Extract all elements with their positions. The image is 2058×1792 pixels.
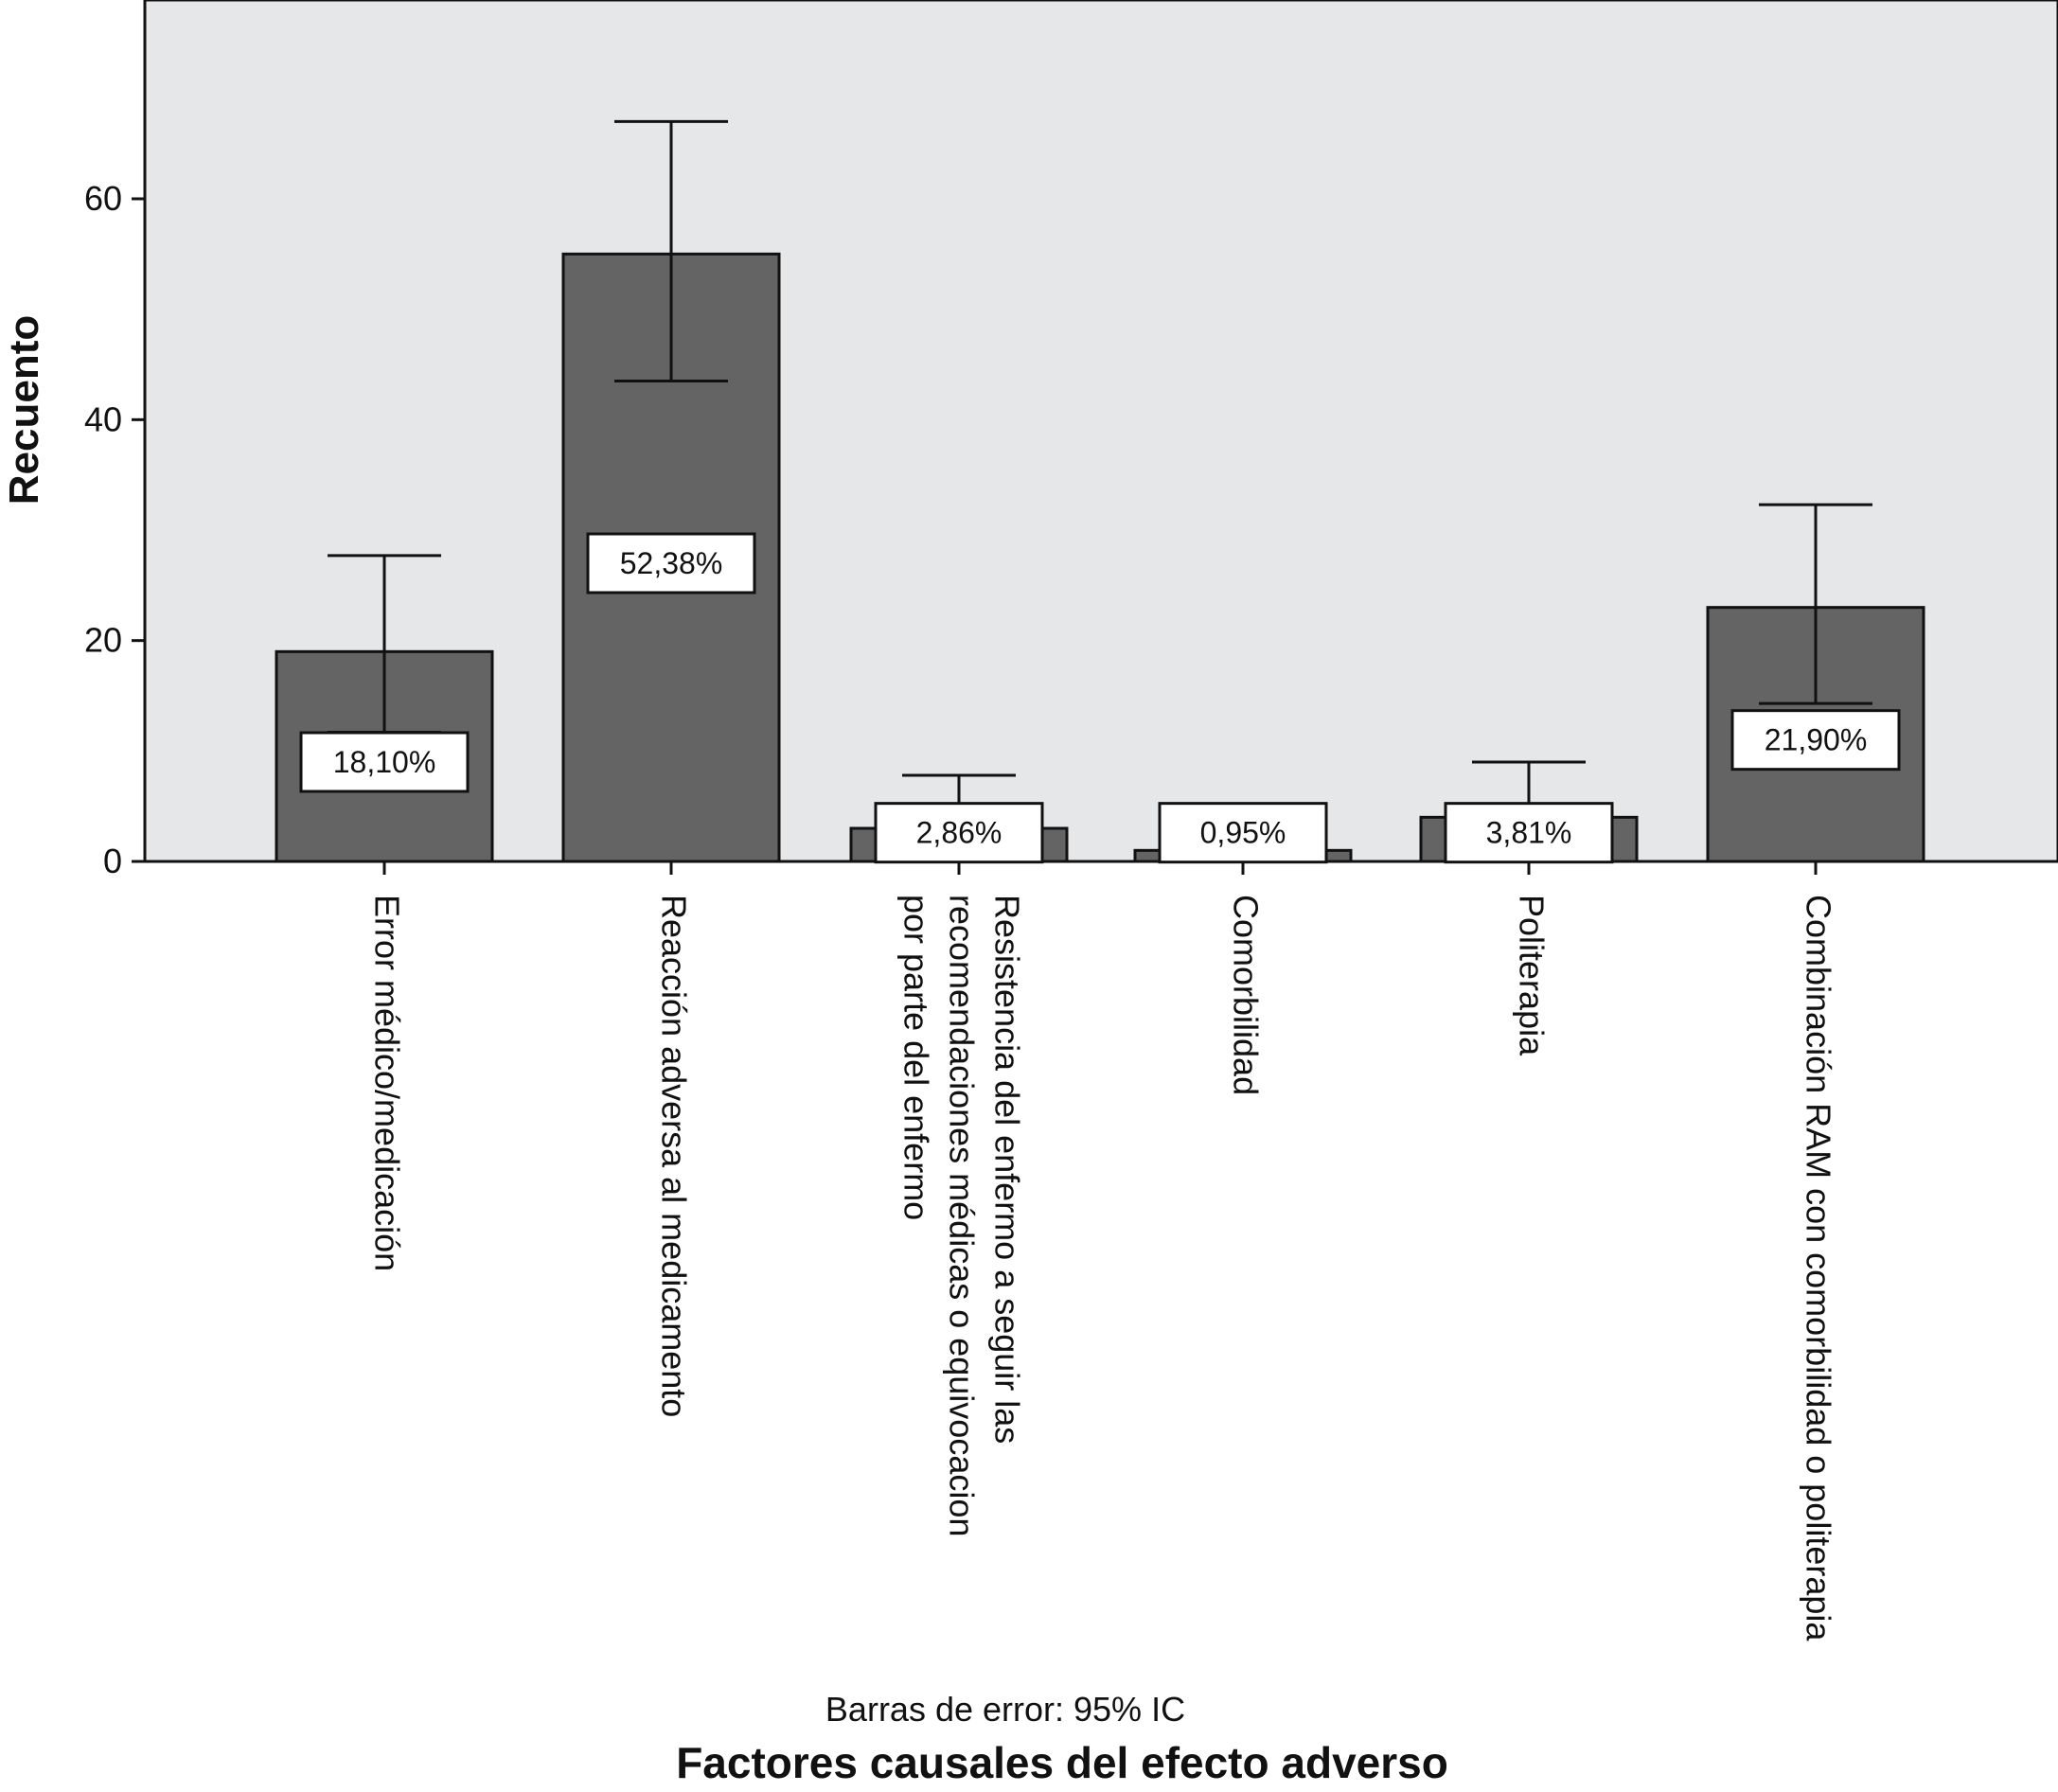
- category-label-2: Reacción adversa al medicamento: [654, 895, 694, 1418]
- category-labels-group: [367, 895, 1837, 1641]
- category-label-3: Resistencia del enfermo a seguir las: [987, 895, 1027, 1445]
- data-label-text: 3,81%: [1485, 815, 1572, 850]
- data-label-text: 21,90%: [1764, 722, 1868, 757]
- data-label-text: 18,10%: [332, 745, 436, 779]
- data-label-text: 52,38%: [619, 546, 723, 580]
- category-label-4: Comorbilidad: [1226, 895, 1266, 1096]
- data-label-1: [301, 733, 468, 791]
- y-axis-label: Recuento: [1, 314, 47, 506]
- error-bar-note: Barras de error: 95% IC: [825, 1690, 1186, 1729]
- category-label-3: por parte del enfermo: [896, 895, 936, 1221]
- y-tick-label: 40: [83, 399, 122, 439]
- data-label-text: 0,95%: [1199, 815, 1286, 850]
- category-label-1: Error médico/medicación: [367, 895, 407, 1272]
- data-label-2: [588, 534, 754, 593]
- y-tick-label: 0: [102, 842, 122, 880]
- data-label-6: [1732, 711, 1899, 770]
- data-label-5: [1446, 804, 1612, 862]
- y-tick-label: 60: [83, 179, 122, 218]
- data-label-text: 2,86%: [915, 815, 1002, 850]
- category-label-6: Combinación RAM con comorbilidad o politerapia: [1799, 895, 1838, 1641]
- category-label-5: Politerapia: [1512, 895, 1552, 1056]
- y-tick-label: 20: [83, 620, 122, 660]
- data-label-3: [876, 804, 1042, 862]
- x-axis-label: Factores causales del efecto adverso: [676, 1738, 1448, 1787]
- category-label-3: recomendaciones médicas o equivocacion: [942, 895, 982, 1537]
- data-label-4: [1160, 804, 1326, 862]
